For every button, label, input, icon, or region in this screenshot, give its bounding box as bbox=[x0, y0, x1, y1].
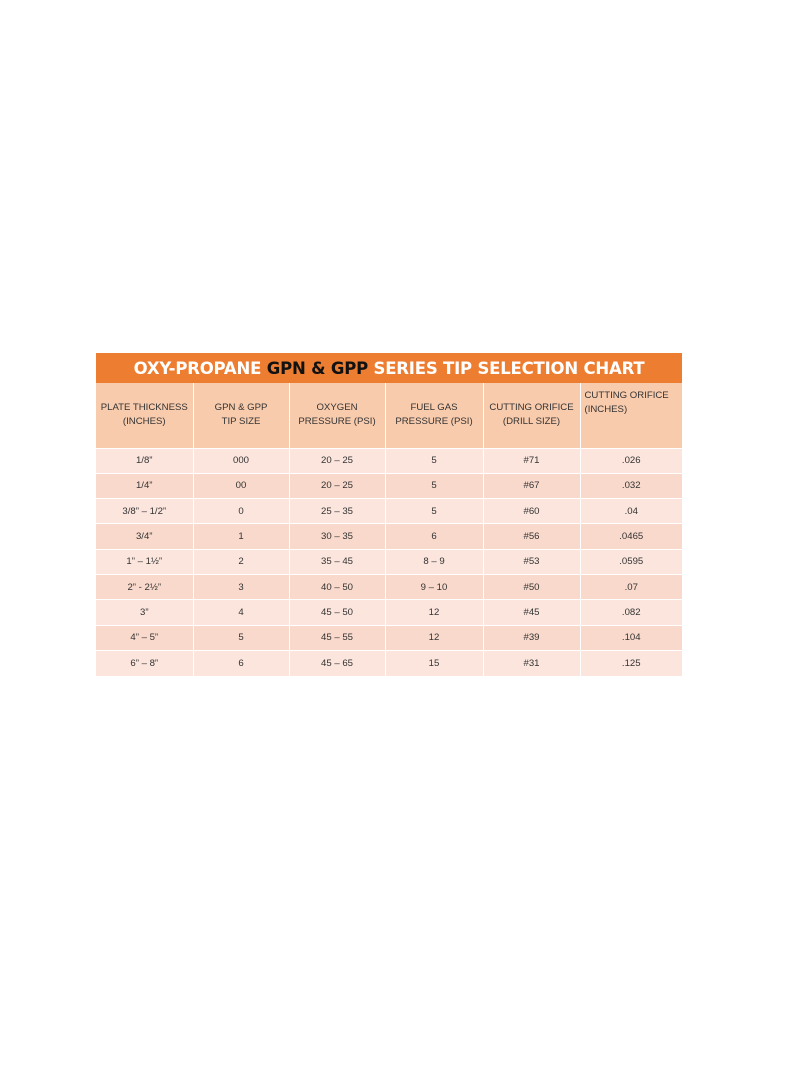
title-part-1: OXY-PROPANE bbox=[133, 358, 267, 378]
table-cell: 1 bbox=[193, 524, 289, 549]
table-cell: 000 bbox=[193, 448, 289, 473]
header-row bbox=[96, 383, 682, 448]
table-cell: 5 bbox=[385, 473, 483, 498]
table-cell: 3” bbox=[139, 606, 149, 618]
table-cell: 3 bbox=[193, 574, 289, 599]
table-cell: 45 – 65 bbox=[289, 650, 385, 675]
table-cell: 45 – 55 bbox=[289, 625, 385, 650]
table-cell: .026 bbox=[580, 448, 682, 473]
table-cell: 4” – 5” bbox=[130, 632, 159, 644]
column-header-orifice-inches: CUTTING ORIFICE (INCHES) bbox=[580, 383, 682, 448]
table-cell: .125 bbox=[580, 650, 682, 675]
table-cell: #53 bbox=[483, 549, 580, 574]
table-row bbox=[96, 473, 682, 498]
table-cell: .032 bbox=[580, 473, 682, 498]
table-cell: 45 – 50 bbox=[289, 600, 385, 625]
table-cell: 8 – 9 bbox=[385, 549, 483, 574]
column-header-oxygen-pressure: OXYGEN PRESSURE (PSI) bbox=[289, 383, 385, 448]
table-row bbox=[96, 625, 682, 650]
table-cell: 2” - 2½” bbox=[127, 581, 162, 593]
table-cell: #67 bbox=[483, 473, 580, 498]
table-cell: .0465 bbox=[580, 524, 682, 549]
table-cell: 25 – 35 bbox=[289, 499, 385, 524]
table-cell: 6 bbox=[193, 650, 289, 675]
table-cell: 1/4” bbox=[135, 480, 153, 492]
table-body bbox=[96, 448, 682, 676]
table-row bbox=[96, 600, 682, 625]
table-row bbox=[96, 574, 682, 599]
column-header-fuel-gas-pressure: FUEL GAS PRESSURE (PSI) bbox=[385, 383, 483, 448]
table-cell: 6 bbox=[385, 524, 483, 549]
table-cell: 20 – 25 bbox=[289, 448, 385, 473]
table-cell: 1” – 1½” bbox=[126, 556, 163, 568]
table-cell: #31 bbox=[483, 650, 580, 675]
table-cell: 20 – 25 bbox=[289, 473, 385, 498]
table-cell: 5 bbox=[385, 448, 483, 473]
table-cell: 12 bbox=[385, 625, 483, 650]
table-cell: 5 bbox=[385, 499, 483, 524]
title-part-3: SERIES TIP SELECTION CHART bbox=[368, 358, 645, 378]
tip-selection-table bbox=[96, 383, 682, 676]
table-cell: 15 bbox=[385, 650, 483, 675]
table-row bbox=[96, 448, 682, 473]
table-cell: 40 – 50 bbox=[289, 574, 385, 599]
table-cell: 00 bbox=[193, 473, 289, 498]
table-cell: .0595 bbox=[580, 549, 682, 574]
table-cell: .07 bbox=[580, 574, 682, 599]
table-cell: 0 bbox=[193, 499, 289, 524]
table-cell: 2 bbox=[193, 549, 289, 574]
column-header-drill-size: CUTTING ORIFICE (DRILL SIZE) bbox=[483, 383, 580, 448]
table-cell: 30 – 35 bbox=[289, 524, 385, 549]
column-header-tip-size: GPN & GPP TIP SIZE bbox=[193, 383, 289, 448]
table-cell: 1/8” bbox=[135, 455, 153, 467]
table-row bbox=[96, 650, 682, 675]
table-cell: #45 bbox=[483, 600, 580, 625]
table-cell: 3/8” – 1/2” bbox=[122, 505, 167, 517]
table-cell: 6” – 8” bbox=[130, 657, 159, 669]
column-header-plate-thickness: PLATE THICKNESS (INCHES) bbox=[100, 402, 188, 428]
table-row bbox=[96, 549, 682, 574]
table-cell: #39 bbox=[483, 625, 580, 650]
table-row bbox=[96, 524, 682, 549]
table-cell: 12 bbox=[385, 600, 483, 625]
table-cell: .04 bbox=[580, 499, 682, 524]
title-part-2: GPN & GPP bbox=[266, 358, 368, 378]
table-cell: 4 bbox=[193, 600, 289, 625]
table-cell: .104 bbox=[580, 625, 682, 650]
table-cell: .082 bbox=[580, 600, 682, 625]
table-cell: 5 bbox=[193, 625, 289, 650]
table-cell: 9 – 10 bbox=[385, 574, 483, 599]
table-cell: #60 bbox=[483, 499, 580, 524]
table-row bbox=[96, 499, 682, 524]
table-cell: #56 bbox=[483, 524, 580, 549]
chart-title bbox=[96, 353, 682, 383]
table-cell: 35 – 45 bbox=[289, 549, 385, 574]
table-cell: #71 bbox=[483, 448, 580, 473]
table-cell: #50 bbox=[483, 574, 580, 599]
table-cell: 3/4” bbox=[135, 531, 153, 543]
tip-selection-chart bbox=[96, 353, 682, 676]
